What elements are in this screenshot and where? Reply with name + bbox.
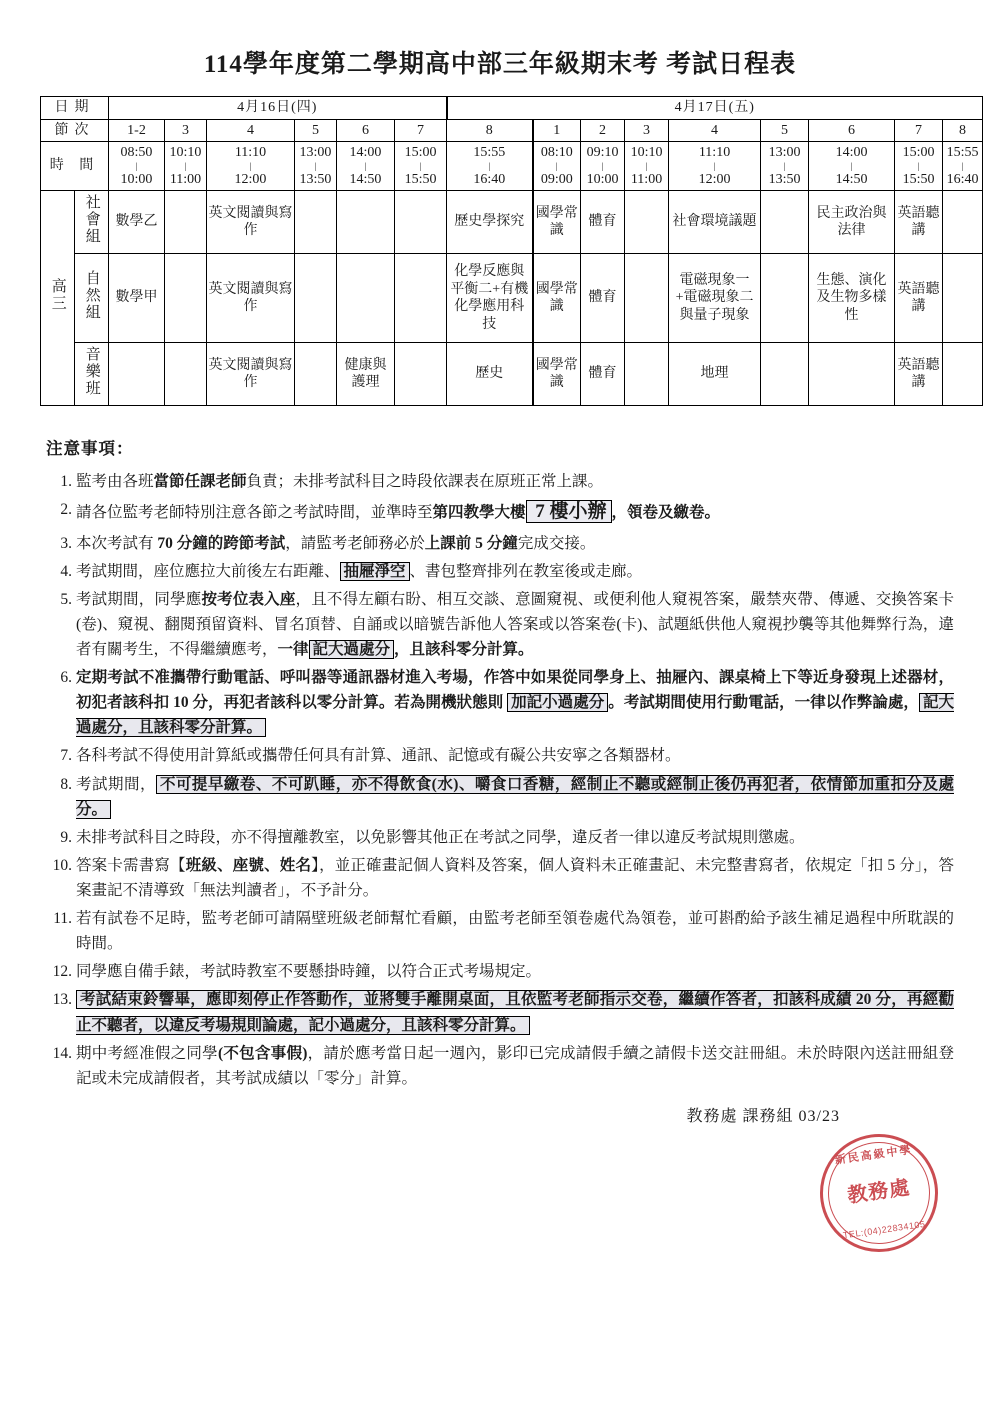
- table-row-natural-group: [41, 254, 983, 343]
- time-start: 10:10: [630, 145, 663, 160]
- day2-header: 4月17日(五): [447, 97, 983, 120]
- time-start: 10:10: [169, 145, 202, 160]
- note-item: [46, 665, 954, 740]
- group-label-natural: [75, 254, 109, 343]
- cell-mus-d1-1: [109, 343, 165, 406]
- note-text-fragment: 加記小過處分: [507, 693, 608, 712]
- period-d1-3: 4: [207, 119, 295, 142]
- cell-soc-d2-2: 體育: [581, 191, 625, 254]
- time-end: 14:50: [349, 171, 382, 187]
- note-text-fragment: 各科考試不得使用計算紙或攜帶任何具有計算、通訊、記憶或有礙公共安寧之各類器材。: [76, 747, 681, 765]
- time-d2-7: [895, 142, 943, 191]
- period-d2-1: 1: [533, 119, 581, 142]
- time-end: 14:50: [835, 171, 868, 187]
- note-text-fragment: 監考由各班: [76, 472, 154, 490]
- note-text-fragment: ，請於應考當日起一週內，影印已完成請假手續之請假卡送交註冊組。未於時限內送註冊組登記或未完成請假者，其考試成績以「零分」計算。: [76, 1044, 954, 1087]
- time-dash: |: [601, 160, 604, 171]
- note-text-fragment: 若有試卷不足時，監考老師可請隔壁班級老師幫忙看顧，由監考老師至領卷處代為領卷，並可斟酌給予該生補足過程中所耽誤的時間。: [76, 910, 954, 953]
- note-item: [46, 559, 954, 584]
- cell-nat-d2-1: 國學常識: [533, 254, 581, 343]
- time-end: 13:50: [768, 171, 801, 187]
- page-title: 114學年度第二學期高中部三年級期末考 考試日程表: [203, 51, 797, 78]
- note-text-fragment: ，且不得左顧右盼、相互交談、意圖窺視、或便利他人窺視答案，嚴禁夾帶、傳遞、交換答案卡(卷)、窺視、翻閱預留資料、冒名頂替、自誦或以暗號告訴他人答案或以答案卷(卡)、試題紙供他人窺視抄襲等其他舞弊行為，違者有關考生，不得繼續應考，: [76, 590, 954, 659]
- cell-nat-d2-2: 體育: [581, 254, 625, 343]
- table-row-date: [41, 97, 983, 120]
- day1-header: 4月16日(四): [109, 97, 447, 120]
- cell-soc-d1-4: [295, 191, 337, 254]
- cell-soc-d1-5: [337, 191, 395, 254]
- note-item: [46, 853, 954, 903]
- time-dash: |: [135, 160, 138, 171]
- time-dash: |: [555, 160, 558, 171]
- cell-nat-d1-1: 數學甲: [109, 254, 165, 343]
- note-text-fragment: ，請監考老師務必於: [285, 534, 425, 552]
- note-text-fragment: 當節任課老師: [153, 472, 247, 490]
- time-d2-8: [943, 142, 983, 191]
- time-end: 10:00: [586, 171, 619, 187]
- group-label-text: 社會組: [83, 193, 100, 245]
- period-d2-7: 7: [895, 119, 943, 142]
- note-text-fragment: (不包含事假): [217, 1044, 308, 1062]
- period-d2-6: 6: [809, 119, 895, 142]
- row-label-date: 日期: [41, 97, 109, 120]
- cell-nat-d1-2: [165, 254, 207, 343]
- cell-soc-d2-8: [943, 191, 983, 254]
- time-dash: |: [364, 160, 367, 171]
- cell-mus-d1-3: 英文閱讀與寫作: [207, 343, 295, 406]
- note-item: [46, 825, 954, 850]
- cell-soc-d1-2: [165, 191, 207, 254]
- time-end: 10:00: [120, 171, 153, 187]
- note-text-fragment: 】，並正確畫記個人資料及答案，個人資料未正確畫記、未完整書寫者，依規定「扣 5 分」，答案畫記不清導致「無法判讀者」，不予計分。: [76, 856, 954, 900]
- time-end: 15:50: [404, 171, 437, 187]
- stamp-top-text: 新民高級中學: [834, 1144, 914, 1167]
- cell-nat-d1-4: [295, 254, 337, 343]
- cell-mus-d2-1: 國學常識: [533, 343, 581, 406]
- cell-soc-d2-4: 社會環境議題: [669, 191, 761, 254]
- time-start: 09:10: [586, 145, 619, 160]
- time-dash: |: [850, 160, 853, 171]
- cell-mus-d1-6: [395, 343, 447, 406]
- group-label-social: [75, 191, 109, 254]
- cell-soc-d2-3: [625, 191, 669, 254]
- time-dash: |: [783, 160, 786, 171]
- period-d1-4: 5: [295, 119, 337, 142]
- note-text-fragment: 班級、座號、姓名: [185, 856, 312, 874]
- notes-section: [46, 436, 954, 1091]
- cell-soc-d1-7: 歷史學探究: [447, 191, 533, 254]
- time-d2-4: [669, 142, 761, 191]
- time-dash: |: [645, 160, 648, 171]
- note-text-fragment: 請各位監考老師特別注意各節之考試時間，並準時至: [76, 503, 433, 521]
- time-d1-4: [295, 142, 337, 191]
- time-start: 11:10: [234, 145, 267, 160]
- period-d2-3: 3: [625, 119, 669, 142]
- group-label-text: 音樂班: [83, 345, 100, 397]
- time-start: 15:55: [946, 145, 979, 160]
- cell-nat-d1-6: [395, 254, 447, 343]
- time-end: 09:00: [540, 171, 573, 187]
- cell-soc-d2-5: [761, 191, 809, 254]
- cell-mus-d1-2: [165, 343, 207, 406]
- exam-schedule-table: [40, 96, 983, 406]
- stamp-center-text: 教務處: [846, 1176, 912, 1208]
- note-text-fragment: 本次考試有: [76, 534, 158, 552]
- note-text-fragment: 同學應自備手錶，考試時教室不要懸掛時鐘，以符合正式考場規定。: [76, 963, 542, 981]
- time-dash: |: [249, 160, 252, 171]
- table-row-period: [41, 119, 983, 142]
- note-text-fragment: 答案卡需書寫【: [76, 856, 186, 874]
- time-end: 16:40: [473, 171, 506, 187]
- cell-mus-d1-5: 健康與護理: [337, 343, 395, 406]
- time-start: 08:10: [540, 145, 573, 160]
- time-start: 15:00: [902, 145, 935, 160]
- cell-soc-d1-6: [395, 191, 447, 254]
- row-label-time: 時 間: [41, 142, 109, 191]
- period-d2-2: 2: [581, 119, 625, 142]
- cell-mus-d2-4: 地理: [669, 343, 761, 406]
- note-text-fragment: 上課前 5 分鐘: [424, 534, 518, 552]
- office-stamp: [812, 1126, 945, 1259]
- note-item: [46, 743, 954, 768]
- note-text-fragment: 考試結束鈴響畢，應即刻停止作答動作，並將雙手離開桌面，且依監考老師指示交卷，繼續作答者，扣該科成績 20 分，再經勸止不聽者，以違反考場規則論處，記小過處分，且該科零分計算。: [76, 991, 954, 1034]
- cell-mus-d2-2: 體育: [581, 343, 625, 406]
- time-d2-3: [625, 142, 669, 191]
- note-text-fragment: ，且該科零分計算。: [394, 641, 534, 659]
- cell-mus-d2-6: [809, 343, 895, 406]
- group-label-music: [75, 343, 109, 406]
- notes-heading: 注意事項：: [46, 439, 134, 458]
- time-start: 15:00: [404, 145, 437, 160]
- table-row-social-group: [41, 191, 983, 254]
- period-d1-2: 3: [165, 119, 207, 142]
- cell-nat-d2-4: 電磁現象一+電磁現象二與量子現象: [669, 254, 761, 343]
- time-dash: |: [419, 160, 422, 171]
- time-start: 14:00: [835, 145, 868, 160]
- cell-soc-d2-7: 英語聽講: [895, 191, 943, 254]
- signature-line: 教務處 課務組 03/23: [686, 1107, 840, 1125]
- table-row-music-class: [41, 343, 983, 406]
- cell-nat-d2-8: [943, 254, 983, 343]
- period-d1-6: 7: [395, 119, 447, 142]
- time-d1-3: [207, 142, 295, 191]
- time-d1-1: [109, 142, 165, 191]
- note-item: [46, 531, 954, 556]
- note-item: [46, 469, 954, 494]
- cell-soc-d1-3: 英文閱讀與寫作: [207, 191, 295, 254]
- note-item: [46, 987, 954, 1037]
- note-text-fragment: 一律: [277, 641, 309, 659]
- note-text-fragment: 負責；未排考試科目之時段依課表在原班正常上課。: [246, 472, 604, 490]
- time-start: 11:10: [698, 145, 731, 160]
- cell-mus-d1-7: 歷史: [447, 343, 533, 406]
- cell-mus-d2-5: [761, 343, 809, 406]
- note-text-fragment: 未排考試科目之時段，亦不得擅離教室，以免影響其他正在考試之同學，違反者一律以違反考試規則懲處。: [76, 828, 805, 846]
- cell-nat-d1-3: 英文閱讀與寫作: [207, 254, 295, 343]
- time-end: 13:50: [299, 171, 332, 187]
- group-label-text: 自然組: [83, 269, 100, 321]
- note-item: [46, 772, 954, 822]
- time-end: 12:00: [698, 171, 731, 187]
- time-end: 15:50: [902, 171, 935, 187]
- cell-soc-d1-1: 數學乙: [109, 191, 165, 254]
- time-end: 16:40: [946, 171, 979, 187]
- period-d1-7: 8: [447, 119, 533, 142]
- cell-mus-d2-7: 英語聽講: [895, 343, 943, 406]
- cell-nat-d1-7: 化學反應與平衡二+有機化學應用科技: [447, 254, 533, 343]
- time-end: 12:00: [234, 171, 267, 187]
- grade-label-text: 高三: [49, 278, 66, 313]
- cell-mus-d2-8: [943, 343, 983, 406]
- note-text-fragment: 、書包整齊排列在教室後或走廊。: [409, 562, 643, 580]
- cell-nat-d2-6: 生態、演化及生物多樣性: [809, 254, 895, 343]
- note-text-fragment: 抽屜淨空: [340, 562, 410, 581]
- period-d1-5: 6: [337, 119, 395, 142]
- note-text-fragment: 7 樓小辦: [526, 500, 612, 523]
- time-start: 14:00: [349, 145, 382, 160]
- time-dash: |: [961, 160, 964, 171]
- cell-nat-d1-5: [337, 254, 395, 343]
- time-d1-2: [165, 142, 207, 191]
- time-d2-2: [581, 142, 625, 191]
- cell-nat-d2-7: 英語聽講: [895, 254, 943, 343]
- time-end: 11:00: [630, 171, 663, 187]
- time-start: 15:55: [473, 145, 506, 160]
- period-d2-4: 4: [669, 119, 761, 142]
- note-text-fragment: 70 分鐘的跨節考試: [157, 534, 286, 552]
- cell-soc-d2-1: 國學常識: [533, 191, 581, 254]
- time-dash: |: [917, 160, 920, 171]
- period-d2-5: 5: [761, 119, 809, 142]
- note-text-fragment: ，領卷及繳卷。: [611, 503, 721, 521]
- time-d1-5: [337, 142, 395, 191]
- note-text-fragment: 第四教學大樓: [432, 503, 526, 521]
- time-start: 08:50: [120, 145, 153, 160]
- note-text-fragment: 期中考經准假之同學: [76, 1044, 218, 1062]
- time-d1-7: [447, 142, 533, 191]
- time-start: 13:00: [768, 145, 801, 160]
- stamp-bottom-text: TEL:(04)22834105: [842, 1218, 926, 1241]
- note-text-fragment: 。考試期間使用行動電話，一律以作弊論處，: [608, 694, 919, 712]
- cell-mus-d2-3: [625, 343, 669, 406]
- note-text-fragment: 考試期間，: [76, 775, 156, 793]
- time-d2-6: [809, 142, 895, 191]
- grade-label: [41, 191, 75, 406]
- note-text-fragment: 按考位表入座: [201, 590, 296, 608]
- note-text-fragment: 定期考試不准攜帶行動電話、呼叫器等通訊器材進入考場，作答中如果從同學身上、抽屜內、課桌椅上下等近身發現上述器材，初犯者該科扣 10 分，再犯者該科以零分計算。若為開機狀態則: [76, 669, 954, 712]
- note-text-fragment: 考試期間，座位應拉大前後左右距離、: [76, 562, 340, 580]
- period-d2-8: 8: [943, 119, 983, 142]
- time-d2-1: [533, 142, 581, 191]
- time-dash: |: [314, 160, 317, 171]
- cell-soc-d2-6: 民主政治與法律: [809, 191, 895, 254]
- note-item: [46, 1041, 954, 1091]
- note-item: [46, 497, 954, 528]
- time-dash: |: [488, 160, 491, 171]
- cell-nat-d2-3: [625, 254, 669, 343]
- note-item: [46, 959, 954, 984]
- note-text-fragment: 記大過處分: [309, 640, 395, 659]
- time-end: 11:00: [169, 171, 202, 187]
- table-row-time: [41, 142, 983, 191]
- note-item: [46, 587, 954, 662]
- time-start: 13:00: [299, 145, 332, 160]
- period-d1-1: 1-2: [109, 119, 165, 142]
- cell-mus-d1-4: [295, 343, 337, 406]
- time-d2-5: [761, 142, 809, 191]
- time-dash: |: [184, 160, 187, 171]
- time-d1-6: [395, 142, 447, 191]
- note-item: [46, 906, 954, 956]
- notes-list: [46, 469, 954, 1091]
- note-text-fragment: 不可提早繳卷、不可趴睡，亦不得飲食(水)、嚼食口香糖，經制止不聽或經制止後仍再犯者，依情節加重扣分及處分。: [76, 775, 954, 818]
- time-dash: |: [713, 160, 716, 171]
- note-text-fragment: 完成交接。: [517, 534, 596, 552]
- cell-nat-d2-5: [761, 254, 809, 343]
- note-text-fragment: 考試期間，同學應: [76, 590, 202, 608]
- note-text-fragment: 記大過處分，且該科零分計算。: [76, 694, 954, 737]
- row-label-period: 節次: [41, 119, 109, 142]
